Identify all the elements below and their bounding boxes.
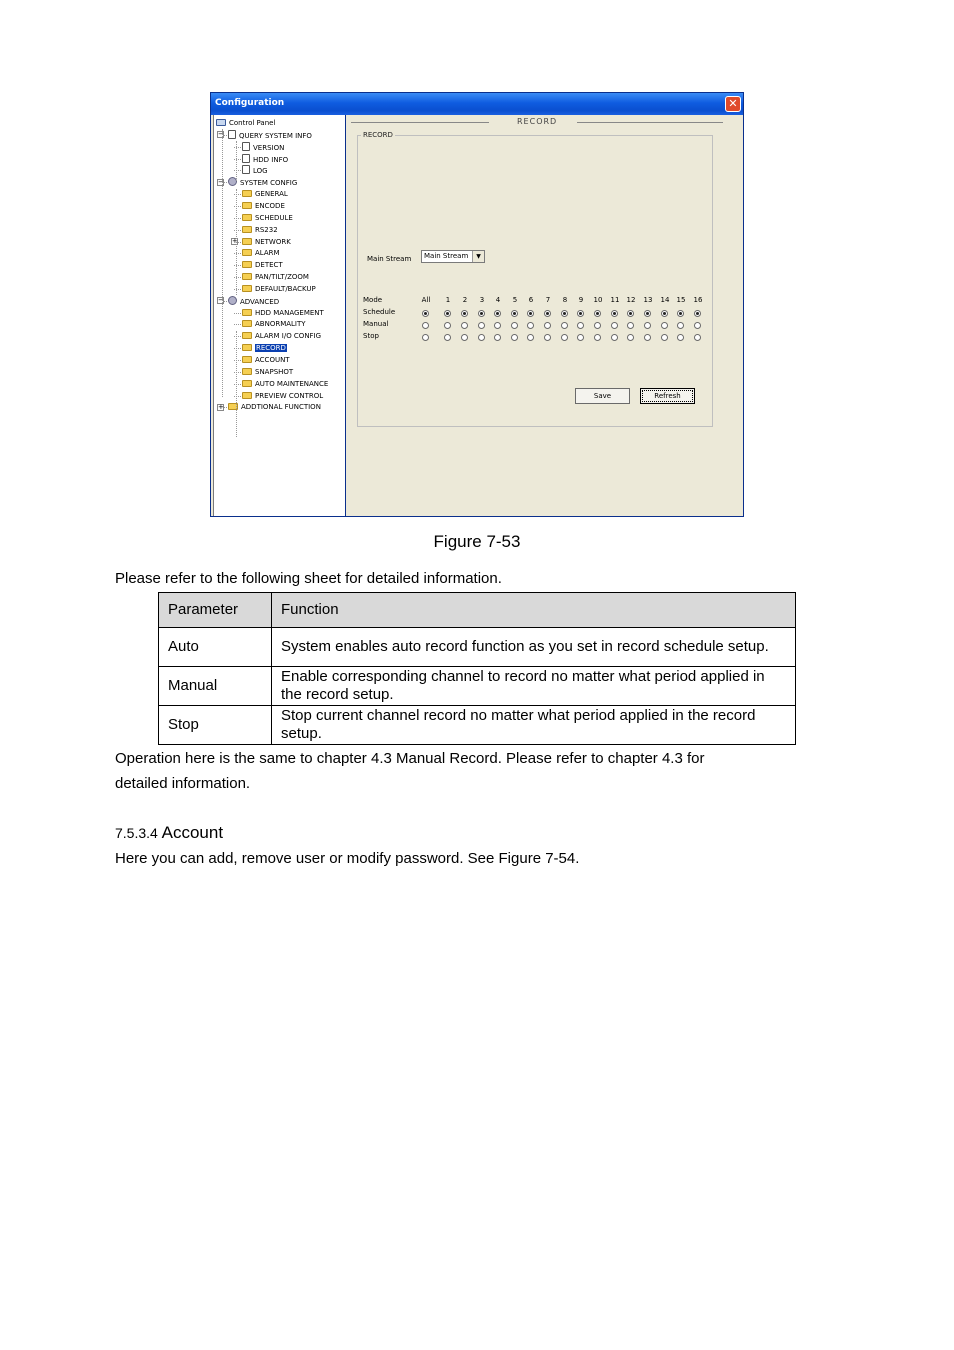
tree-item[interactable] xyxy=(242,201,285,211)
channel-radio[interactable] xyxy=(644,310,651,317)
channel-radio[interactable] xyxy=(461,310,468,317)
title-bar[interactable] xyxy=(211,93,743,115)
tree-item[interactable] xyxy=(242,142,284,152)
channel-radio[interactable] xyxy=(494,334,501,341)
tree-item-label: HDD INFO xyxy=(253,155,289,164)
doc-icon xyxy=(228,130,236,139)
channel-radio[interactable] xyxy=(694,334,701,341)
tree-item[interactable] xyxy=(242,284,316,294)
tree-item[interactable] xyxy=(242,331,321,341)
folder-icon xyxy=(242,320,252,327)
table-cell: Stop xyxy=(159,706,272,745)
channel-header: 14 xyxy=(660,296,670,304)
channel-radio[interactable] xyxy=(478,334,485,341)
folder-icon xyxy=(242,190,252,197)
table-cell: Enable corresponding channel to record no matter what period applied in the record setup. xyxy=(272,667,796,706)
tree-item[interactable] xyxy=(242,272,309,282)
tree-item-label: GENERAL xyxy=(255,190,288,199)
channel-radio[interactable] xyxy=(661,310,668,317)
tree-connector xyxy=(222,129,223,397)
channel-radio[interactable] xyxy=(478,322,485,329)
channel-radio[interactable] xyxy=(478,310,485,317)
tree-item[interactable] xyxy=(242,379,328,389)
table-row xyxy=(159,628,796,667)
channel-radio[interactable] xyxy=(444,334,451,341)
channel-header: 11 xyxy=(610,296,620,304)
save-button[interactable]: Save xyxy=(575,388,630,404)
collapse-icon[interactable]: − xyxy=(218,296,224,305)
folder-icon xyxy=(242,226,252,233)
tree-connector xyxy=(236,189,237,295)
tree-item[interactable] xyxy=(242,237,291,247)
mode-label: Mode xyxy=(363,296,383,304)
operation-text: Operation here is the same to chapter 4.3 Manual Record. Please refer to chapter 4.3 for xyxy=(115,750,705,767)
tree-item[interactable] xyxy=(242,308,324,318)
tree-item[interactable] xyxy=(242,154,288,164)
collapse-icon[interactable]: − xyxy=(218,130,224,139)
tree-item-label: LOG xyxy=(253,167,268,176)
table-row xyxy=(159,667,796,706)
folder-icon xyxy=(242,368,252,375)
channel-header: 12 xyxy=(626,296,636,304)
tree-item-label: ADDTIONAL FUNCTION xyxy=(241,403,321,412)
channel-radio[interactable] xyxy=(461,322,468,329)
folder-icon xyxy=(242,332,252,339)
table-cell: Stop current channel record no matter what period applied in the record setup. xyxy=(272,706,796,745)
tree-item[interactable] xyxy=(228,130,312,140)
tree-item-label: PAN/TILT/ZOOM xyxy=(255,273,309,282)
groupbox-label: RECORD xyxy=(363,131,393,139)
channel-radio[interactable] xyxy=(561,334,568,341)
channel-radio[interactable] xyxy=(461,334,468,341)
channel-radio[interactable] xyxy=(444,322,451,329)
channel-header: 5 xyxy=(512,296,518,304)
channel-radio[interactable] xyxy=(422,322,429,329)
folder-icon xyxy=(242,273,252,280)
channel-radio[interactable] xyxy=(561,310,568,317)
folder-icon xyxy=(242,249,252,256)
expand-icon[interactable]: + xyxy=(218,402,224,411)
tree-item[interactable] xyxy=(242,225,278,235)
window-title: Configuration xyxy=(215,98,285,108)
figure-caption: Figure 7-53 xyxy=(433,532,521,551)
channel-radio[interactable] xyxy=(644,334,651,341)
tree-connector xyxy=(234,313,241,314)
doc-icon xyxy=(242,165,250,174)
tree-item-label: HDD MANAGEMENT xyxy=(255,308,324,317)
channel-radio[interactable] xyxy=(644,322,651,329)
channel-radio[interactable] xyxy=(594,334,601,341)
channel-radio[interactable] xyxy=(627,310,634,317)
panel-header: RECORD xyxy=(517,117,558,126)
mode-row-label: Schedule xyxy=(363,308,396,316)
expand-icon[interactable]: + xyxy=(232,237,238,245)
tree-item-label: DETECT xyxy=(255,261,283,270)
channel-radio[interactable] xyxy=(577,322,584,329)
channel-radio[interactable] xyxy=(577,310,584,317)
table-header: Parameter xyxy=(159,593,272,628)
tree-connector xyxy=(236,331,237,437)
channel-radio[interactable] xyxy=(544,334,551,341)
table-cell: Auto xyxy=(159,628,272,667)
channel-radio[interactable] xyxy=(594,322,601,329)
tree-item[interactable] xyxy=(228,402,321,412)
stream-select[interactable] xyxy=(421,250,485,263)
stream-select-value: Main Stream xyxy=(424,252,469,260)
table-row xyxy=(159,706,796,745)
tree-item[interactable] xyxy=(242,319,306,329)
tree-item-label: SYSTEM CONFIG xyxy=(240,179,298,188)
tree-item-label: ACCOUNT xyxy=(255,356,290,364)
channel-header: 8 xyxy=(562,296,568,304)
tree-item-label: NETWORK xyxy=(255,237,291,246)
channel-radio[interactable] xyxy=(511,334,518,341)
mode-row-label: Stop xyxy=(363,332,379,340)
tree-item-label: DEFAULT/BACKUP xyxy=(255,284,316,293)
folder-icon xyxy=(242,261,252,268)
channel-radio[interactable] xyxy=(611,334,618,341)
channel-header: 6 xyxy=(528,296,534,304)
tree-item-label: RECORD xyxy=(256,344,286,353)
doc-icon xyxy=(242,154,250,163)
tree-item[interactable] xyxy=(242,343,287,353)
channel-radio[interactable] xyxy=(527,334,534,341)
channel-radio[interactable] xyxy=(494,310,501,317)
folder-icon xyxy=(242,285,252,292)
channel-header: 1 xyxy=(445,296,451,304)
tree-item[interactable] xyxy=(228,177,297,187)
record-groupbox xyxy=(357,135,713,427)
channel-header: 10 xyxy=(593,296,603,304)
channel-radio[interactable] xyxy=(611,322,618,329)
tree-item[interactable] xyxy=(242,248,280,258)
folder-icon xyxy=(242,344,252,351)
table-header: Function xyxy=(272,593,796,628)
tree-item-label: SNAPSHOT xyxy=(255,367,294,376)
navigation-tree xyxy=(213,115,346,516)
header-divider xyxy=(577,122,723,123)
channel-radio[interactable] xyxy=(661,322,668,329)
tree-item[interactable] xyxy=(216,118,275,128)
tree-item-label: RS232 xyxy=(255,225,278,234)
tree-connector xyxy=(234,324,241,325)
tree-item-label: ENCODE xyxy=(255,201,285,210)
account-text: Here you can add, remove user or modify password. See Figure 7-54. xyxy=(115,850,580,867)
tree-item-label: PREVIEW CONTROL xyxy=(255,391,324,400)
channel-radio[interactable] xyxy=(511,322,518,329)
table-cell: System enables auto record function as you set in record schedule setup. xyxy=(272,628,796,667)
tree-item[interactable] xyxy=(242,189,288,199)
collapse-icon[interactable]: − xyxy=(218,177,224,186)
folder-icon xyxy=(242,214,252,221)
tree-item-label: ABNORMALITY xyxy=(255,320,306,329)
channel-radio[interactable] xyxy=(511,310,518,317)
tree-item-label: AUTO MAINTENANCE xyxy=(255,379,329,388)
section-heading xyxy=(115,823,223,843)
tree-item[interactable] xyxy=(242,213,293,223)
tree-item[interactable] xyxy=(242,165,268,175)
table-cell: Manual xyxy=(159,667,272,706)
parameter-table xyxy=(158,592,796,745)
tree-item-label: ALARM xyxy=(255,249,280,258)
configuration-window xyxy=(210,92,744,517)
channel-header: 13 xyxy=(643,296,653,304)
channel-radio[interactable] xyxy=(677,334,684,341)
record-panel xyxy=(347,115,743,516)
channel-radio[interactable] xyxy=(527,322,534,329)
tree-item-label: Control Panel xyxy=(229,119,276,127)
section-number: 7.5.3.4 xyxy=(115,825,158,841)
tree-item-label: QUERY SYSTEM INFO xyxy=(239,131,312,140)
tree-item[interactable] xyxy=(242,260,283,270)
channel-radio[interactable] xyxy=(694,310,701,317)
channel-radio[interactable] xyxy=(544,322,551,329)
channel-header: 9 xyxy=(578,296,584,304)
channel-header: 4 xyxy=(495,296,501,304)
gear-icon xyxy=(228,296,237,305)
channel-header: All xyxy=(421,296,431,304)
tree-connector xyxy=(236,141,237,181)
close-icon[interactable]: ✕ xyxy=(725,96,741,112)
folder-icon xyxy=(242,202,252,209)
folder-icon xyxy=(242,356,252,363)
table-header-row xyxy=(159,593,796,628)
channel-header: 16 xyxy=(693,296,703,304)
header-divider xyxy=(351,122,489,123)
channel-radio[interactable] xyxy=(422,334,429,341)
folder-icon xyxy=(242,238,252,245)
channel-header: 3 xyxy=(479,296,485,304)
folder-icon xyxy=(242,380,252,387)
stream-label: Main Stream xyxy=(367,255,412,263)
tree-item[interactable] xyxy=(228,296,279,306)
channel-radio[interactable] xyxy=(611,310,618,317)
folder-icon xyxy=(242,309,252,316)
channel-header: 15 xyxy=(676,296,686,304)
channel-radio[interactable] xyxy=(494,322,501,329)
chevron-down-icon[interactable]: ▼ xyxy=(472,251,484,262)
channel-radio[interactable] xyxy=(444,310,451,317)
channel-radio[interactable] xyxy=(627,322,634,329)
channel-header: 7 xyxy=(545,296,551,304)
doc-icon xyxy=(242,142,250,151)
channel-radio[interactable] xyxy=(544,310,551,317)
channel-radio[interactable] xyxy=(422,310,429,317)
channel-header: 2 xyxy=(462,296,468,304)
channel-radio[interactable] xyxy=(594,310,601,317)
refresh-button[interactable]: Refresh xyxy=(640,388,695,404)
tree-item-label: ADVANCED xyxy=(240,297,280,306)
tree-item[interactable] xyxy=(242,367,293,377)
channel-radio[interactable] xyxy=(694,322,701,329)
channel-radio[interactable] xyxy=(561,322,568,329)
channel-radio[interactable] xyxy=(527,310,534,317)
channel-radio[interactable] xyxy=(677,322,684,329)
section-title: Account xyxy=(161,823,224,842)
channel-radio[interactable] xyxy=(577,334,584,341)
tree-item-label: SCHEDULE xyxy=(255,213,293,222)
intro-text: Please refer to the following sheet for detailed information. xyxy=(115,570,502,587)
tree-item-label: VERSION xyxy=(253,143,285,152)
folder-icon xyxy=(242,392,252,399)
control-panel-icon xyxy=(216,119,226,126)
channel-radio[interactable] xyxy=(661,334,668,341)
tree-item[interactable] xyxy=(242,391,323,401)
tree-item[interactable] xyxy=(242,355,290,365)
operation-text-cont: detailed information. xyxy=(115,775,251,792)
channel-radio[interactable] xyxy=(677,310,684,317)
mode-row-label: Manual xyxy=(363,320,389,328)
channel-radio[interactable] xyxy=(627,334,634,341)
tree-item-label: ALARM I/O CONFIG xyxy=(255,332,322,341)
